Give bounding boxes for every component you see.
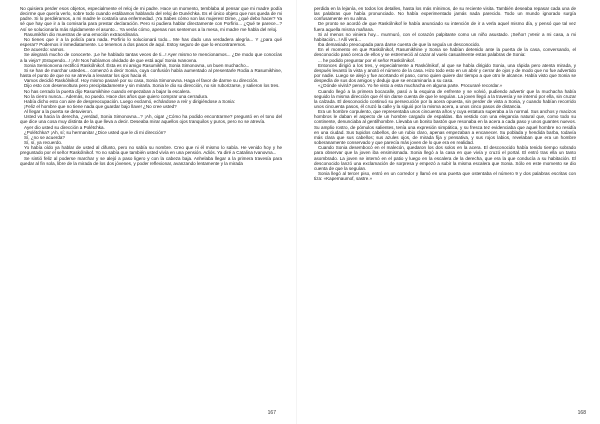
left-page: [20, 6, 282, 418]
paragraph: Si al menos no viniera hoy... murmuró, con el corazón palpitante como un niño asustado. ¡Señor! ¡Venir a mi casa, a mi habitación...! Allí verá...: [314, 31, 576, 42]
paragraph: Entonces dirigió a los tres, y especialmente a Raskólnikof, al que se había dirigido Sonia, una rápida pero atenta mirada, y después levantó la vista y anotó el número de la casa. Hizo todo esto en un abrir y cerrar de ojos y de modo que no fue advertido por nadie. Luego se alejó y fue acortando el paso, como quien quiere dar tiempo a que otro le alcance. Había visto que Sonia se despedía de sus dos amigos y dedujo que se encaminaría a su casa.: [314, 62, 576, 84]
paragraph: Sonia Semionovna rectificó Raskólnikof. Ésta es mi amigo Rasumikhin, Sonia Simonovna, un buen muchacho...: [24, 62, 250, 68]
paragraph: Usted va hacia la derecha, ¿verdad, Sonia Simonovna...? ¡Ah, oiga! ¿Cómo ha podido encontrarme? preguntó en el tono del que dice una cosa muy distinta de la que lleva a decir. Deseaba mirar aquellos ojos tranquilos y puros, pero no se atrevía.: [20, 114, 282, 125]
right-page-text: [314, 6, 576, 408]
paragraph: Rasumikhin dio muestras de una emoción extraordinaria.: [24, 31, 139, 37]
paragraph: Se alegrará mucho de conocerte. ¡Le he hablado tantas veces de ti...! Ayer mismo te mencionamos... ¿De modo que conocías a la vieja? ¡Estupendo...! ¡Ah! Nos habíamos olvidado de que está aquí Sonia Ivanovna.: [20, 52, 282, 63]
paragraph: Al llegar a la puerta se detuvieron.: [24, 109, 94, 115]
page-gutter: [296, 0, 297, 424]
paragraph: No tienes que ir a la policía para nada. Porfirio lo solucionará todo... Me has dado una verdadera alegría... Y ¿para qué esperar? Podemos ir inmediatamente. Lo tenemos a dos pasos de aquí. Estoy seguro de que lo encontraremos.: [20, 36, 282, 48]
paragraph: Cuando Sonia desembocó en el malecón, quedaron los dos solos en la acera. El desconocido había tenido tiempo sobrado para observar que la joven iba ensimismada. Sonia llegó a la casa en que vivía y cruzó el portal. El entró tras ella un tanto asombrado. La joven se internó en el patio y luego en la escalera de la derecha, que era la que conducía a su habitación. El desconocido lanzó una exclamación de sorpresa y empezó a subir la misma escalera que Sonia. Sólo en este momento se dio cuenta de que la seguían.: [314, 145, 576, 171]
right-page-number: 168: [577, 410, 586, 416]
paragraph: Iba demasiado preocupada para darse cuenta de que la seguía un desconocido.: [318, 42, 481, 48]
paragraph: Si se han de marchar ustedes... comenzó a decir Sonia, cuya confusión había aumentado al presentarle Rodia a Rasumikhine, hasta el punto de que no se atrevía a levantar los ojos hacia él.: [20, 67, 282, 79]
paragraph: Había dicho esto con aire de despreocupación. Luego exclamó, echándose a reír y dirigiéndose a Sonia:: [24, 98, 236, 104]
paragraph: Vamos decidió Raskólnikof. Hoy mismo pasaré por su casa, Sonia Simonovna. Haga el favor de darme su dirección.: [24, 78, 259, 84]
paragraph: perdida en la lejanía, en todos los detalles, hasta los más mínimos, de su reciente visita. También deseaba repasar cada una de las palabras que había pronunciado. No había experimentado jamás nada parecido. Todo un mundo ignorado surgía confusamente en su alma.: [314, 6, 576, 22]
paragraph: ¿Polétchka? ¡Ah, sí; su hermanita! ¿Dice usted que le di mi dirección?: [24, 129, 166, 135]
paragraph: En el momento en que Raskólnikof, Rasumikhine y Sonia se habían detenido ante la puerta de la casa, conversando, el desconocido pasó cerca de ellos y se estremeció al cazar al vuelo casualmente estas palabras de Sonia:: [314, 47, 576, 58]
paragraph: Se sintió feliz al poderse marchar y se alejó a paso ligero y con la cabeza baja. Anhelaba llegar a la primera travesía para quedar al fin sola, libre de la mirada de los dos jóvenes, y poder reflexionar, avanzando lentamente y la mirada: [20, 155, 282, 166]
paragraph: Dijo esto con desenvoltura pero precipitadamente y sin mirarla. Sonia le dio su dirección, no sin ruborizarse, y salieron los tres.: [24, 83, 280, 89]
right-page: [314, 6, 586, 418]
paragraph: ... he podido preguntar por el señor Raskólnikof.: [318, 57, 416, 63]
paragraph: «¿Dónde vivirá? pensó. Yo he visto a esta muchacha en alguna parte. Procuraré recordar.»: [318, 83, 503, 89]
paragraph: De pronto se acordó de que Raskólnikof le había anunciado su intención de ir a verla aquel mismo día, y pensó que tal vez fuera aquella misma mañana.: [314, 21, 576, 32]
paragraph: De acuerdo: vamos.: [24, 47, 65, 53]
paragraph: Sonia llegó al tercer piso, entró en un corredor y llamó en una puerta que ostentaba el número 9 y dos palabras escritas con tiza: «Kapernaumof, sastre.»: [314, 171, 576, 182]
paragraph: Cuando llegó a la primera bocacalle, pasó a la esquina de enfrente y se volvió, pudiendo advertir que la muchacha había seguido la misma dirección que él sin darse cuenta de que le seguían. La joven llegó a la travesía y se internó por ella, sin cruzar la calzada. El desconocido continuó su persecución por la acera opuesta, sin perder de vista a Sonia, y cuando habían recorrido unos cincuenta pasos, él cruzó la calle y la siguió por la misma acera, a unos cinco pasos de distancia.: [314, 88, 576, 109]
paragraph: No has cerrado la puerta dijo Rasumikhine cuando empezaban a bajar la escalera.: [24, 88, 191, 94]
paragraph: No quisiera perder esos objetos, especialmente el reloj de mi padre. Hace un momento, temblaba al pensar que mi madre podía decirme que quería verlo, sobre todo cuando estábamos hablando del reloj de Dunéchka. Es el único objeto que nos queda de mi padre. Si lo perdiéramos, a mi madre le costaría una enfermedad. ¡Ya Sabes cómo son las mujeres! Dime, ¿qué debo hacer? Ya sé que hay que ir a la comisaría para prestar declaración. Pero si pudiera hablar directamente con Porfirio... ¿Qué te parece...? Así se solucionaría más rápidamente el asunto... Ya verás cómo, apenas nos sentemos a la mesa, mi madre me habla del reloj.: [20, 6, 282, 32]
paragraph: No la cierro nunca... Además, no puedo. Hace dos años que quiero comprar una cerradura.: [24, 93, 209, 99]
paragraph: Sí, ¿no se acuerda?: [24, 134, 65, 140]
left-page-text: [20, 6, 282, 408]
paragraph: ¡Feliz el hombre que no tiene nada que guardar bajo llave! ¿No cree usted?: [24, 103, 177, 109]
paragraph: Era un hombre corpulento, que representaba unos cincuenta años y cuya estatura superaba a la normal. Sus anchos y macizos hombros le daban el aspecto de un hombre cargado de espaldas. Iba vestido con una elegancia natural que, como todo su continente, denunciaba al gentilhombre. Llevaba un bonito bastón que resonaba en la acera a cada paso y unos guantes nuevos. Su amplio rostro, de pómulos salientes, tenía una expresión simpática, y su fresca tez evidenciaba que aquel hombre no residía en una ciudad. Sus tupidos cabellos, de un rubio claro, apenas empezaban a encanecer. Su poblada y hendida barba, todavía más clara que sus cabellos; sus azules ojos, de mirada fija y pensativa, y sus rojos labios, revelaban que era un hombre soberanamente conservado y que parecía más joven de lo que era en realidad.: [314, 109, 576, 146]
paragraph: Yo había oído ya hablar de usted al difunto, pero no sabía su nombre. Creo que ni él mismo lo sabía. He venido hoy y he preguntado por el señor Raskólnikof. Yo no sabía que también usted vivía en una pensión. Adiós. Ya diré a Catalina Ivanovna...: [20, 145, 282, 156]
paragraph: Sí, sí, ya recuerdo.: [24, 140, 63, 146]
paragraph: Ayer dio usted su dirección a Polétchka.: [24, 124, 105, 130]
left-page-number: 167: [267, 410, 276, 416]
